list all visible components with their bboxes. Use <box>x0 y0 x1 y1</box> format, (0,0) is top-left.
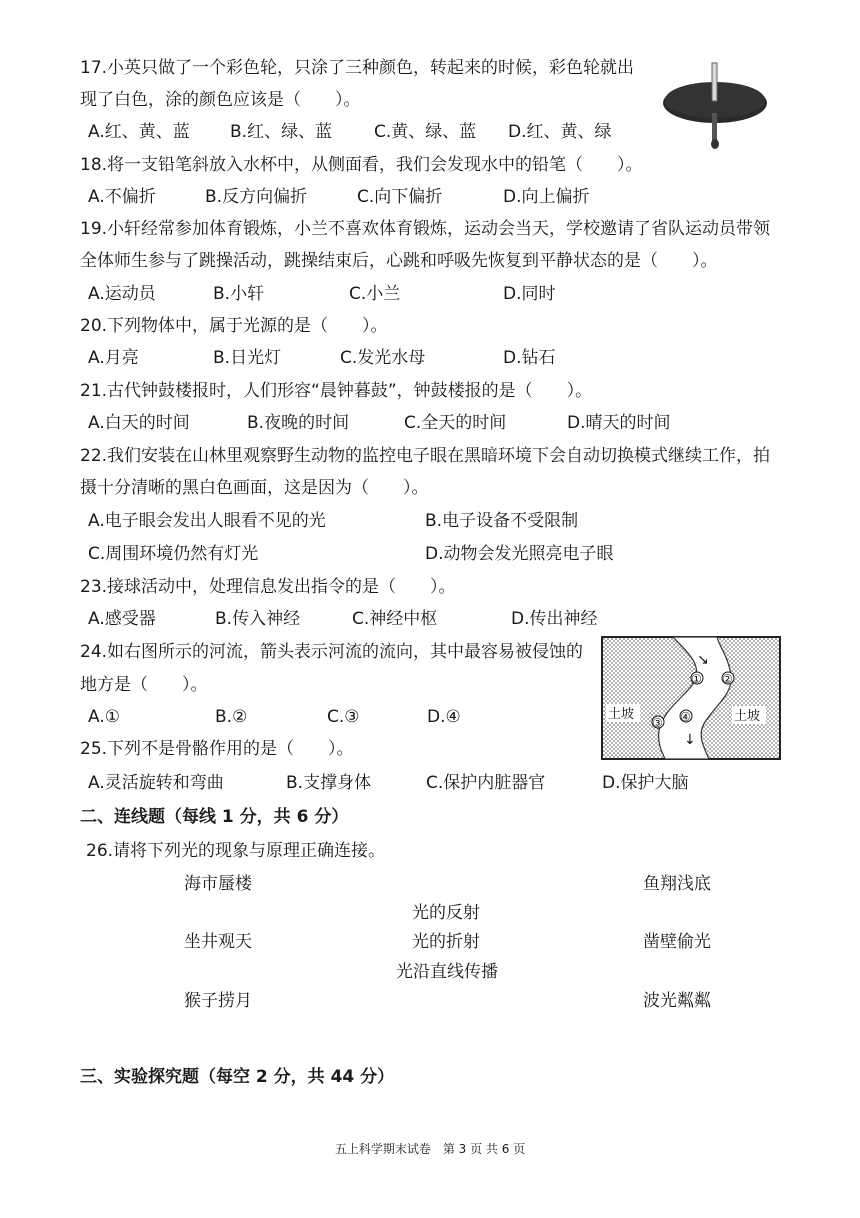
right-item-2: 凿壁偷光 <box>643 932 711 952</box>
q25-option-a: A.灵活旋转和弯曲 <box>88 773 224 793</box>
q22-stem-line1: 22.我们安装在山林里观察野生动物的监控电子眼在黑暗环境下会自动切换模式继续工作，拍 <box>80 446 771 466</box>
river-arrow-top: ↘ <box>697 652 709 668</box>
q19-stem-line2: 全体师生参与了跳操活动，跳操结束后，心跳和呼吸先恢复到平静状态的是（ ）。 <box>80 251 718 271</box>
q25-option-d: D.保护大脑 <box>602 773 689 793</box>
q17-option-c: C.黄、绿、蓝 <box>374 122 477 142</box>
q19-option-b: B.小轩 <box>213 284 265 304</box>
q20-option-a: A.月亮 <box>88 348 139 368</box>
q18-option-c: C.向下偏折 <box>357 187 443 207</box>
q23-option-d: D.传出神经 <box>511 609 598 629</box>
q24-option-d: D.④ <box>427 707 461 727</box>
q24-stem-line1: 24.如右图所示的河流，箭头表示河流的流向，其中最容易被侵蚀的 <box>80 642 584 662</box>
q23-option-c: C.神经中枢 <box>352 609 438 629</box>
q21-option-a: A.白天的时间 <box>88 413 190 433</box>
left-item-3: 猴子捞月 <box>184 991 252 1011</box>
right-item-1: 鱼翔浅底 <box>643 874 711 894</box>
q20-option-b: B.日光灯 <box>213 348 282 368</box>
q23-option-a: A.感受器 <box>88 609 156 629</box>
left-bank-label: 土坡 <box>608 707 635 722</box>
q21-stem: 21.古代钟鼓楼报时，人们形容“晨钟暮鼓”，钟鼓楼报的是（ ）。 <box>80 381 593 401</box>
middle-item-3: 光沿直线传播 <box>396 962 498 982</box>
q24-option-b: B.② <box>215 707 248 727</box>
q19-option-c: C.小兰 <box>349 284 401 304</box>
river-mark-2: ② <box>722 672 733 686</box>
q21-option-c: C.全天的时间 <box>404 413 507 433</box>
q25-option-c: C.保护内脏器官 <box>426 773 546 793</box>
q24-stem-line2: 地方是（ ）。 <box>80 675 208 695</box>
q24-option-a: A.① <box>88 707 120 727</box>
section3-heading: 三、实验探究题（每空 2 分，共 44 分） <box>80 1067 395 1087</box>
q18-option-b: B.反方向偏折 <box>205 187 308 207</box>
q17-stem-line2: 现了白色，涂的颜色应该是（ ）。 <box>80 90 361 110</box>
q22-option-c: C.周围环境仍然有灯光 <box>88 544 259 564</box>
q18-stem: 18.将一支铅笔斜放入水杯中，从侧面看，我们会发现水中的铅笔（ ）。 <box>80 155 643 175</box>
q23-stem: 23.接球活动中，处理信息发出指令的是（ ）。 <box>80 577 456 597</box>
river-mark-3: ③ <box>652 716 663 730</box>
q21-option-b: B.夜晚的时间 <box>247 413 350 433</box>
q25-stem: 25.下列不是骨骼作用的是（ ）。 <box>80 739 354 759</box>
q17-stem-line1: 17.小英只做了一个彩色轮，只涂了三种颜色，转起来的时候，彩色轮就出 <box>80 58 635 78</box>
river-diagram <box>601 636 781 760</box>
section2-heading: 二、连线题（每线 1 分，共 6 分） <box>80 807 349 827</box>
q19-option-d: D.同时 <box>503 284 556 304</box>
q22-option-d: D.动物会发光照亮电子眼 <box>425 544 614 564</box>
color-wheel-image <box>660 58 770 158</box>
q17-option-b: B.红、绿、蓝 <box>230 122 333 142</box>
left-item-2: 坐井观天 <box>184 932 252 952</box>
q21-option-d: D.晴天的时间 <box>567 413 671 433</box>
q23-option-b: B.传入神经 <box>215 609 301 629</box>
q24-option-c: C.③ <box>327 707 360 727</box>
q22-stem-line2: 摄十分清晰的黑白色画面，这是因为（ ）。 <box>80 478 429 498</box>
q20-option-c: C.发光水母 <box>340 348 426 368</box>
river-arrow-bottom: ↓ <box>684 732 696 748</box>
right-bank-label: 土坡 <box>734 709 761 724</box>
q17-option-a: A.红、黄、蓝 <box>88 122 190 142</box>
q20-option-d: D.钻石 <box>503 348 556 368</box>
q19-stem-line1: 19.小轩经常参加体育锻炼，小兰不喜欢体育锻炼，运动会当天，学校邀请了省队运动员带领 <box>80 219 771 239</box>
q20-stem: 20.下列物体中，属于光源的是（ ）。 <box>80 316 388 336</box>
q18-option-a: A.不偏折 <box>88 187 156 207</box>
q17-option-d: D.红、黄、绿 <box>508 122 612 142</box>
right-item-3: 波光粼粼 <box>643 991 711 1011</box>
q22-option-b: B.电子设备不受限制 <box>425 511 579 531</box>
middle-item-1: 光的反射 <box>412 903 480 923</box>
river-mark-4: ④ <box>680 710 691 724</box>
left-item-1: 海市蜃楼 <box>184 874 252 894</box>
q26-stem: 26.请将下列光的现象与原理正确连接。 <box>86 841 386 861</box>
page-footer: 五上科学期末试卷 第 3 页 共 6 页 <box>334 1142 526 1156</box>
river-mark-1: ① <box>691 672 702 686</box>
q25-option-b: B.支撑身体 <box>286 773 372 793</box>
q22-option-a: A.电子眼会发出人眼看不见的光 <box>88 511 326 531</box>
q19-option-a: A.运动员 <box>88 284 156 304</box>
middle-item-2: 光的折射 <box>412 932 480 952</box>
q18-option-d: D.向上偏折 <box>503 187 590 207</box>
